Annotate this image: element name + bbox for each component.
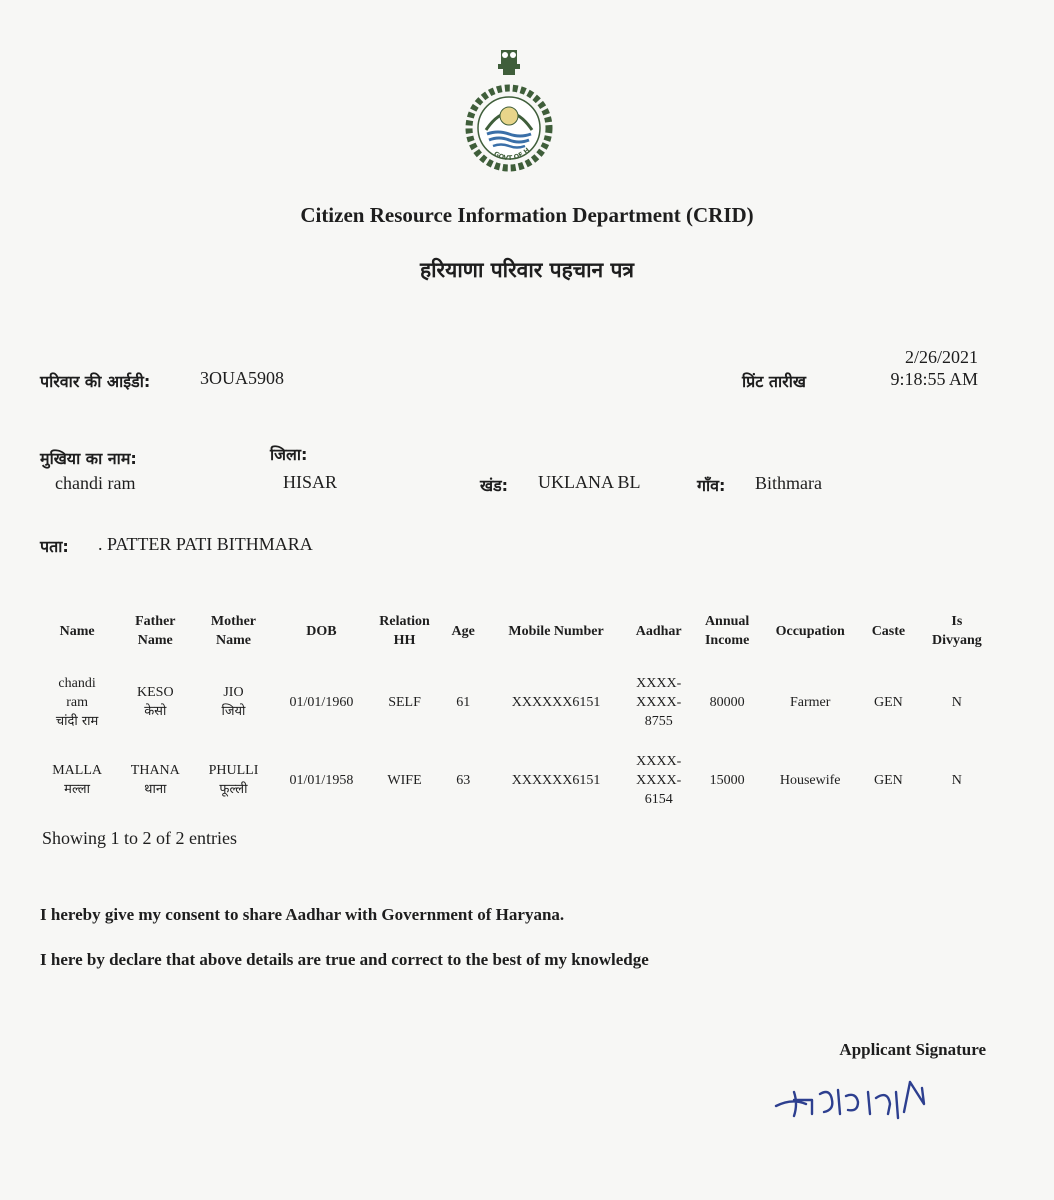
aadhar: XXXX- XXXX- 8755	[636, 675, 682, 729]
col-father-name: Father Name	[135, 614, 176, 648]
print-time: 9:18:55 AM	[890, 369, 978, 389]
block-value: UKLANA BL	[538, 472, 641, 492]
dob: 01/01/1960	[289, 694, 354, 710]
district-value: HISAR	[283, 472, 338, 492]
family-id-value: 3OUA5908	[200, 368, 284, 388]
haryana-emblem-logo	[453, 46, 565, 176]
address-label: पता:	[40, 537, 69, 556]
col-dob: DOB	[306, 623, 337, 639]
caste: GEN	[874, 694, 903, 710]
print-date-label: प्रिंट तारीख	[742, 372, 806, 391]
occupation: Housewife	[779, 772, 841, 788]
annual-income: 15000	[709, 772, 745, 788]
mother-name: PHULLI फूल्ली	[208, 763, 259, 797]
col-caste: Caste	[871, 623, 906, 639]
age: 61	[456, 694, 471, 710]
table-header-row	[38, 606, 996, 656]
village-label: गाँव:	[697, 476, 726, 495]
department-title: Citizen Resource Information Department (CRID)	[300, 203, 754, 227]
family-members-table	[38, 606, 996, 812]
applicant-signature	[772, 1074, 942, 1124]
mobile-number: XXXXXX6151	[511, 772, 601, 788]
col-mother-name: Mother Name	[210, 614, 257, 648]
mother-name: JIO जियो	[221, 685, 246, 719]
address-value: . PATTER PATI BITHMARA	[98, 534, 313, 554]
member-name: MALLA मल्ला	[52, 763, 102, 797]
card-title-hindi: हरियाणा परिवार पहचान पत्र	[419, 258, 635, 282]
relation: WIFE	[387, 772, 422, 788]
table-entries-info: Showing 1 to 2 of 2 entries	[42, 828, 237, 848]
age: 63	[456, 772, 471, 788]
annual-income: 80000	[709, 694, 745, 710]
applicant-signature-label: Applicant Signature	[839, 1040, 986, 1059]
col-income: Annual Income	[704, 614, 750, 648]
svg-text:GOVT OF HARYANA: GOVT OF H	[492, 146, 532, 163]
block-label: खंड:	[480, 476, 509, 495]
village-value: Bithmara	[755, 473, 822, 493]
member-name: chandi ram चांदी राम	[55, 675, 99, 729]
col-relation: Relation HH	[379, 614, 430, 648]
consent-statement: I hereby give my consent to share Aadhar with Government of Haryana.	[40, 905, 565, 924]
declaration-statement: I here by declare that above details are true and correct to the best of my knowledge	[40, 950, 649, 969]
father-name: KESO केसो	[137, 685, 174, 719]
family-id-label: परिवार की आईडी:	[40, 372, 151, 391]
aadhar: XXXX- XXXX- 6154	[636, 753, 682, 807]
is-divyang: N	[951, 772, 962, 788]
col-name: Name	[59, 623, 95, 639]
occupation: Farmer	[789, 694, 831, 710]
print-date: 2/26/2021	[904, 347, 978, 367]
is-divyang: N	[951, 694, 962, 710]
col-aadhar: Aadhar	[635, 623, 682, 639]
mobile-number: XXXXXX6151	[511, 694, 601, 710]
col-age: Age	[451, 623, 475, 639]
caste: GEN	[874, 772, 903, 788]
col-occupation: Occupation	[775, 623, 845, 639]
col-divyang: Is Divyang	[931, 614, 982, 648]
relation: SELF	[388, 694, 421, 710]
dob: 01/01/1958	[289, 772, 354, 788]
head-name-label: मुखिया का नाम:	[40, 449, 137, 468]
print-datetime	[890, 346, 978, 390]
head-name-value: chandi ram	[55, 473, 136, 493]
father-name: THANA थाना	[130, 763, 180, 797]
district-label: जिला:	[270, 445, 308, 464]
table-row	[38, 656, 996, 748]
table-row	[38, 748, 996, 812]
col-mobile: Mobile Number	[508, 623, 604, 639]
